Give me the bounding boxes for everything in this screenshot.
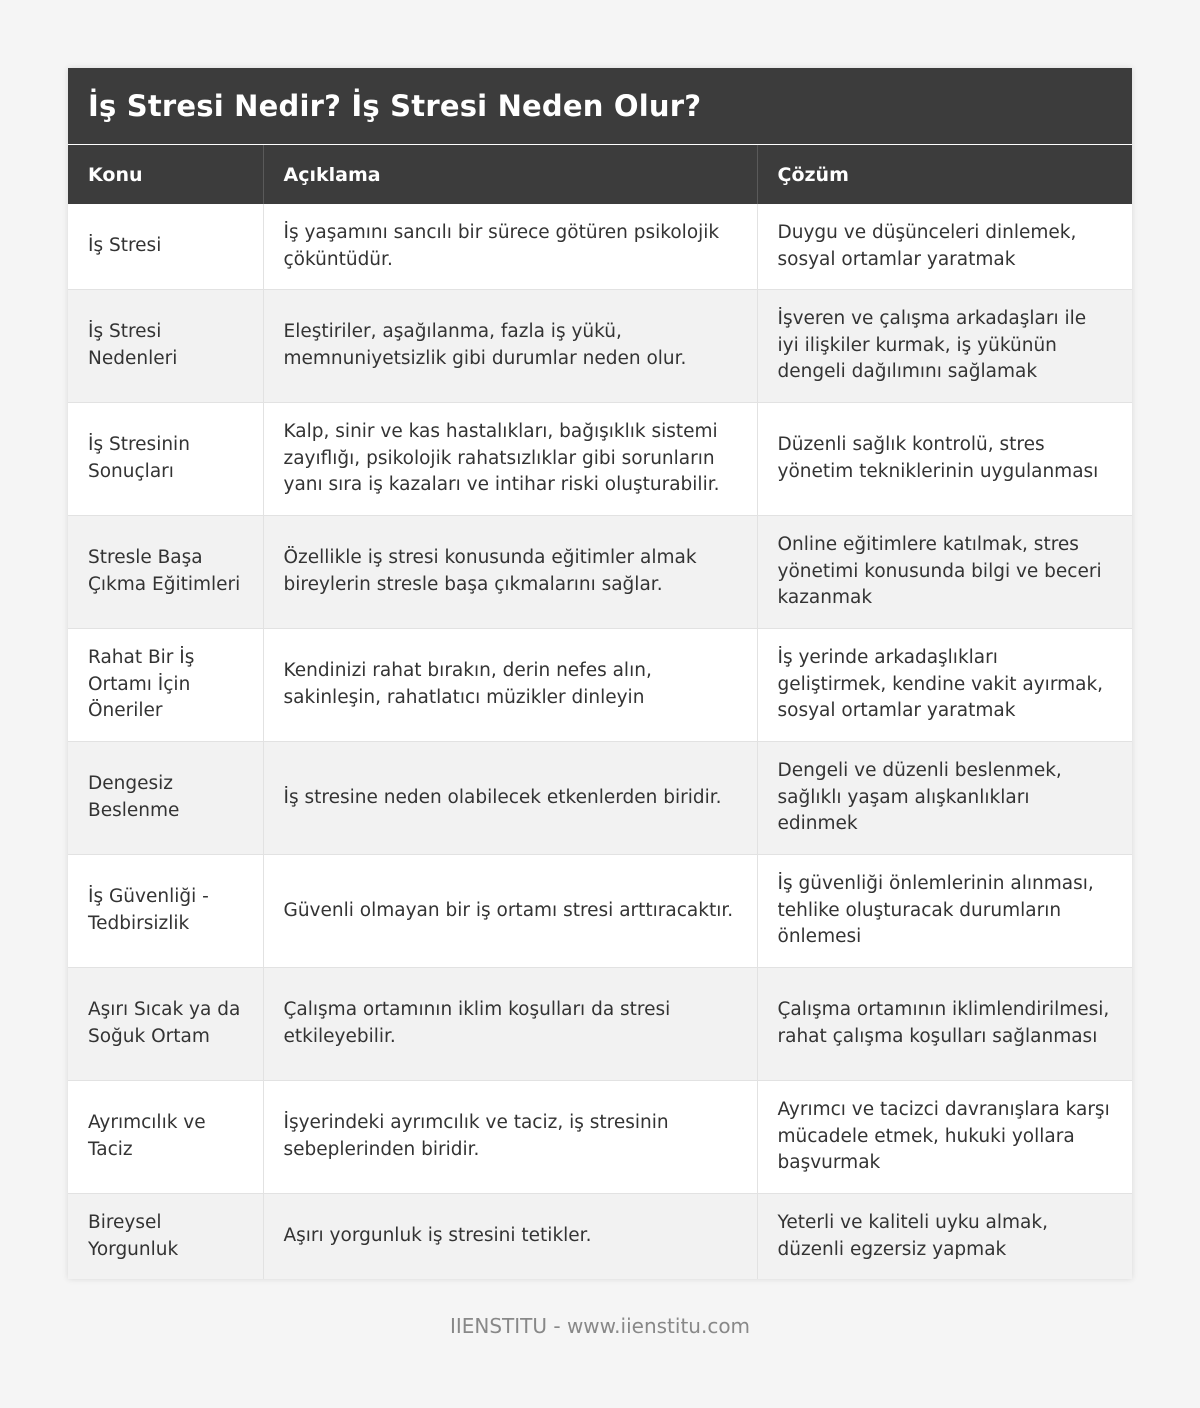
- cell-aciklama: Özellikle iş stresi konusunda eğitimler almak bireylerin stresle başa çıkmalarını sağlar.: [263, 516, 757, 629]
- cell-cozum: İşveren ve çalışma arkadaşları ile iyi ilişkiler kurmak, iş yükünün dengeli dağılımını sağlamak: [757, 290, 1132, 403]
- cell-cozum: Duygu ve düşünceleri dinlemek, sosyal ortamlar yaratmak: [757, 204, 1132, 290]
- table-row: [68, 290, 1132, 403]
- cell-konu: İş Güvenliği - Tedbirsizlik: [68, 855, 263, 968]
- cell-cozum: Düzenli sağlık kontrolü, stres yönetim tekniklerinin uygulanması: [757, 403, 1132, 516]
- table-row: [68, 1081, 1132, 1194]
- cell-aciklama: Aşırı yorgunluk iş stresini tetikler.: [263, 1194, 757, 1280]
- column-header-konu: Konu: [68, 145, 263, 204]
- cell-konu: Rahat Bir İş Ortamı İçin Öneriler: [68, 629, 263, 742]
- cell-konu: Dengesiz Beslenme: [68, 742, 263, 855]
- table-row: [68, 403, 1132, 516]
- column-header-cozum: Çözüm: [757, 145, 1132, 204]
- cell-aciklama: Eleştiriler, aşağılanma, fazla iş yükü, memnuniyetsizlik gibi durumlar neden olur.: [263, 290, 757, 403]
- cell-aciklama: Çalışma ortamının iklim koşulları da stresi etkileyebilir.: [263, 968, 757, 1081]
- cell-aciklama: Kendinizi rahat bırakın, derin nefes alın, sakinleşin, rahatlatıcı müzikler dinleyin: [263, 629, 757, 742]
- footer-credit: IIENSTITU - www.iienstitu.com: [449, 1314, 751, 1338]
- cell-aciklama: Kalp, sinir ve kas hastalıkları, bağışıklık sistemi zayıflığı, psikolojik rahatsızlıklar gibi sorunların yanı sıra iş kazaları ve intihar riski oluşturabilir.: [263, 403, 757, 516]
- table-header: [68, 145, 1132, 204]
- table-row: [68, 1194, 1132, 1280]
- page-title: İş Stresi Nedir? İş Stresi Neden Olur?: [88, 89, 702, 123]
- table-card: [68, 68, 1132, 1279]
- header-row: [68, 145, 1132, 204]
- cell-konu: İş Stresinin Sonuçları: [68, 403, 263, 516]
- table-row: [68, 204, 1132, 290]
- cell-cozum: Ayrımcı ve tacizci davranışlara karşı mücadele etmek, hukuki yollara başvurmak: [757, 1081, 1132, 1194]
- cell-aciklama: İş yaşamını sancılı bir sürece götüren psikolojik çöküntüdür.: [263, 204, 757, 290]
- cell-cozum: Dengeli ve düzenli beslenmek, sağlıklı yaşam alışkanlıkları edinmek: [757, 742, 1132, 855]
- cell-konu: Bireysel Yorgunluk: [68, 1194, 263, 1280]
- cell-konu: İş Stresi Nedenleri: [68, 290, 263, 403]
- table-body: [68, 204, 1132, 1279]
- cell-konu: Ayrımcılık ve Taciz: [68, 1081, 263, 1194]
- cell-konu: İş Stresi: [68, 204, 263, 290]
- cell-cozum: Online eğitimlere katılmak, stres yönetimi konusunda bilgi ve beceri kazanmak: [757, 516, 1132, 629]
- table-row: [68, 516, 1132, 629]
- cell-cozum: İş yerinde arkadaşlıkları geliştirmek, kendine vakit ayırmak, sosyal ortamlar yaratmak: [757, 629, 1132, 742]
- cell-aciklama: Güvenli olmayan bir iş ortamı stresi arttıracaktır.: [263, 855, 757, 968]
- table-row: [68, 742, 1132, 855]
- cell-aciklama: İş stresine neden olabilecek etkenlerden biridir.: [263, 742, 757, 855]
- cell-cozum: Yeterli ve kaliteli uyku almak, düzenli egzersiz yapmak: [757, 1194, 1132, 1280]
- cell-konu: Stresle Başa Çıkma Eğitimleri: [68, 516, 263, 629]
- table-row: [68, 855, 1132, 968]
- cell-cozum: Çalışma ortamının iklimlendirilmesi, rahat çalışma koşulları sağlanması: [757, 968, 1132, 1081]
- table-row: [68, 629, 1132, 742]
- table-row: [68, 968, 1132, 1081]
- column-header-aciklama: Açıklama: [263, 145, 757, 204]
- title-bar: [68, 68, 1132, 145]
- cell-aciklama: İşyerindeki ayrımcılık ve taciz, iş stresinin sebeplerinden biridir.: [263, 1081, 757, 1194]
- cell-konu: Aşırı Sıcak ya da Soğuk Ortam: [68, 968, 263, 1081]
- cell-cozum: İş güvenliği önlemlerinin alınması, tehlike oluşturacak durumların önlemesi: [757, 855, 1132, 968]
- info-table: [68, 145, 1132, 1279]
